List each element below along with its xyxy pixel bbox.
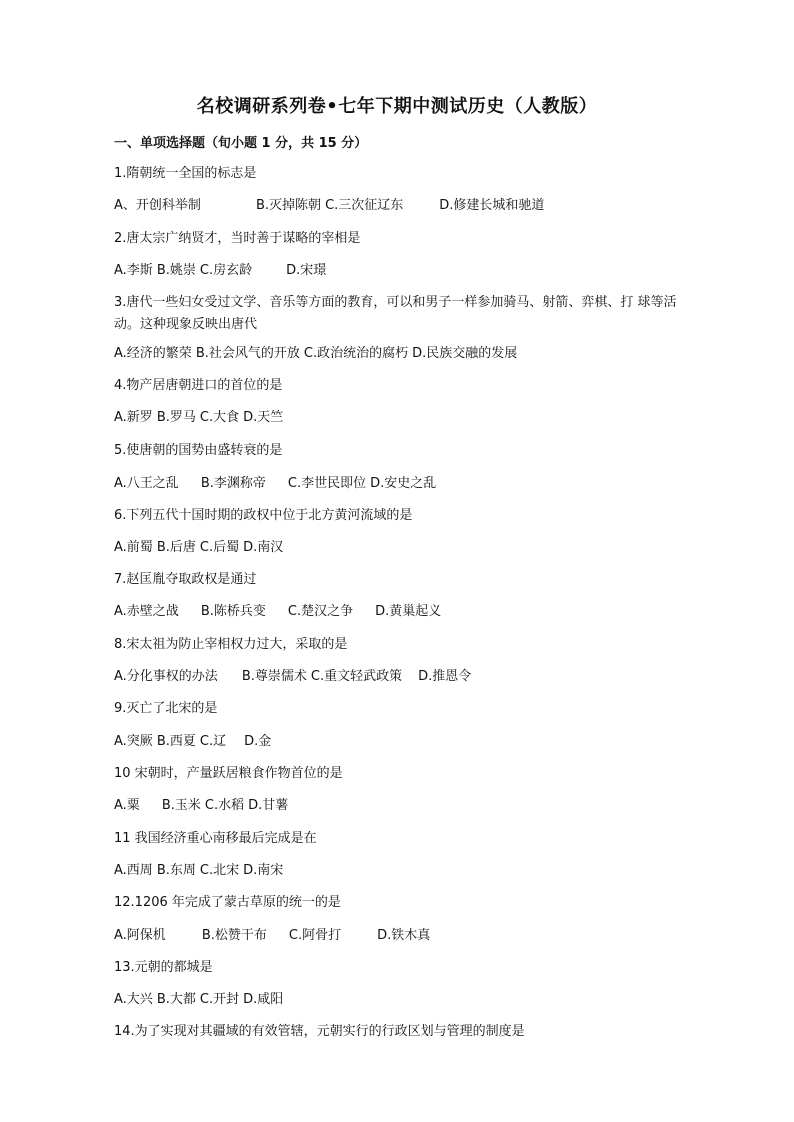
option-d: D.南宋 <box>243 863 284 878</box>
option-a: A.八王之乱 <box>114 476 179 491</box>
option-b: B.罗马 <box>156 410 196 425</box>
question-options <box>114 196 548 216</box>
option-c: C.房玄龄 <box>199 263 253 278</box>
option-d: D.修建长城和驰道 <box>439 198 545 213</box>
option-b: B.西夏 <box>156 734 196 749</box>
option-c: C.后蜀 <box>199 540 240 555</box>
option-d: D.甘薯 <box>248 798 289 813</box>
option-b: B.陈桥兵变 <box>200 604 266 619</box>
question-options <box>114 408 287 428</box>
option-a: A.李斯 <box>114 263 153 278</box>
question-stem: 8.宋太祖为防止宰相权力过大，采取的是 <box>114 637 348 652</box>
option-b: B.姚崇 <box>156 263 196 278</box>
option-d: D.天竺 <box>243 410 284 425</box>
question-stem: 3.唐代一些妇女受过文学、音乐等方面的教育，可以和男子一样参加骑马、射箭、弈棋、打 球等活动。这种现象反映出唐代 <box>114 295 677 332</box>
question-options <box>114 602 445 622</box>
option-d: D.安史之乱 <box>370 476 437 491</box>
question-options <box>114 538 287 558</box>
option-c: C.楚汉之争 <box>287 604 354 619</box>
option-a: A.前蜀 <box>114 540 153 555</box>
option-d: D.铁木真 <box>377 928 431 943</box>
option-a: A.粟 <box>114 798 140 813</box>
question-options <box>114 474 440 494</box>
option-d: D.宋璟 <box>286 263 327 278</box>
option-b: B.大都 <box>156 992 196 1007</box>
question-options <box>114 261 330 281</box>
question-stem: 1.隋朝统一全国的标志是 <box>114 166 257 181</box>
option-c: C.政治统治的腐朽 <box>303 346 409 361</box>
option-c: C.水稻 <box>204 798 245 813</box>
option-c: C.三次征辽东 <box>325 198 404 213</box>
option-b: B.灭掉陈朝 <box>256 198 322 213</box>
question-stem: 2.唐太宗广纳贤才，当时善于谋略的宰相是 <box>114 231 361 246</box>
option-d: D.民族交融的发展 <box>412 346 518 361</box>
question-stem: 13.元朝的都城是 <box>114 960 213 975</box>
question-stem: 9.灭亡了北宋的是 <box>114 701 218 716</box>
question-stem: 12.1206 年完成了蒙古草原的统一的是 <box>114 895 341 910</box>
option-a: A.西周 <box>114 863 153 878</box>
question-stem: 11 我国经济重心南移最后完成是在 <box>114 831 317 846</box>
option-c: C.开封 <box>199 992 240 1007</box>
question-stem: 10 宋朝时，产量跃居粮食作物首位的是 <box>114 766 343 781</box>
question-options <box>114 344 521 364</box>
option-c: C.北宋 <box>199 863 240 878</box>
question-options <box>114 732 275 752</box>
option-d: D.黄巢起义 <box>375 604 442 619</box>
question-options <box>114 926 434 946</box>
option-d: D.咸阳 <box>243 992 284 1007</box>
section-heading: 一、单项选择题（旬小题 1 分，共 15 分） <box>114 136 368 151</box>
question-stem: 14.为了实现对其疆域的有效管辖，元朝实行的行政区划与管理的制度是 <box>114 1024 525 1039</box>
option-b: B.社会风气的开放 <box>195 346 300 361</box>
option-a: A.新罗 <box>114 410 153 425</box>
option-c: C.阿骨打 <box>288 928 342 943</box>
option-c: C.辽 <box>199 734 227 749</box>
question-stem: 5.使唐朝的国势由盛转衰的是 <box>114 443 283 458</box>
option-a: A.突厥 <box>114 734 153 749</box>
question-options <box>114 861 287 881</box>
option-d: D.南汉 <box>243 540 284 555</box>
option-a: A.赤壁之战 <box>114 604 179 619</box>
option-b: B.东周 <box>156 863 196 878</box>
option-a: A.经济的繁荣 <box>114 346 192 361</box>
option-a: A.阿保机 <box>114 928 166 943</box>
question-stem: 6.下列五代十国时期的政权中位于北方黄河流域的是 <box>114 508 413 523</box>
option-c: C.大食 <box>199 410 240 425</box>
option-d: D.金 <box>244 734 272 749</box>
question-options <box>114 990 287 1010</box>
document-title: 名校调研系列卷•七年下期中测试历史（人教版） <box>196 96 598 117</box>
option-a: A.大兴 <box>114 992 153 1007</box>
question-stem: 7.赵匡胤夺取政权是通过 <box>114 572 257 587</box>
question-options <box>114 667 475 687</box>
option-b: B.玉米 <box>161 798 201 813</box>
option-a: A.分化事权的办法 <box>114 669 218 684</box>
option-c: C.李世民即位 <box>287 476 367 491</box>
question-stem: 4.物产居唐朝进口的首位的是 <box>114 378 283 393</box>
option-c: C.重文轻武政策 <box>310 669 403 684</box>
option-b: B.松赞干布 <box>201 928 267 943</box>
option-b: B.后唐 <box>156 540 196 555</box>
option-a: A、开创科举制 <box>114 198 201 213</box>
question-options <box>114 796 292 816</box>
option-d: D.推恩令 <box>418 669 472 684</box>
option-b: B.尊崇儒术 <box>241 669 307 684</box>
option-b: B.李渊称帝 <box>200 476 266 491</box>
